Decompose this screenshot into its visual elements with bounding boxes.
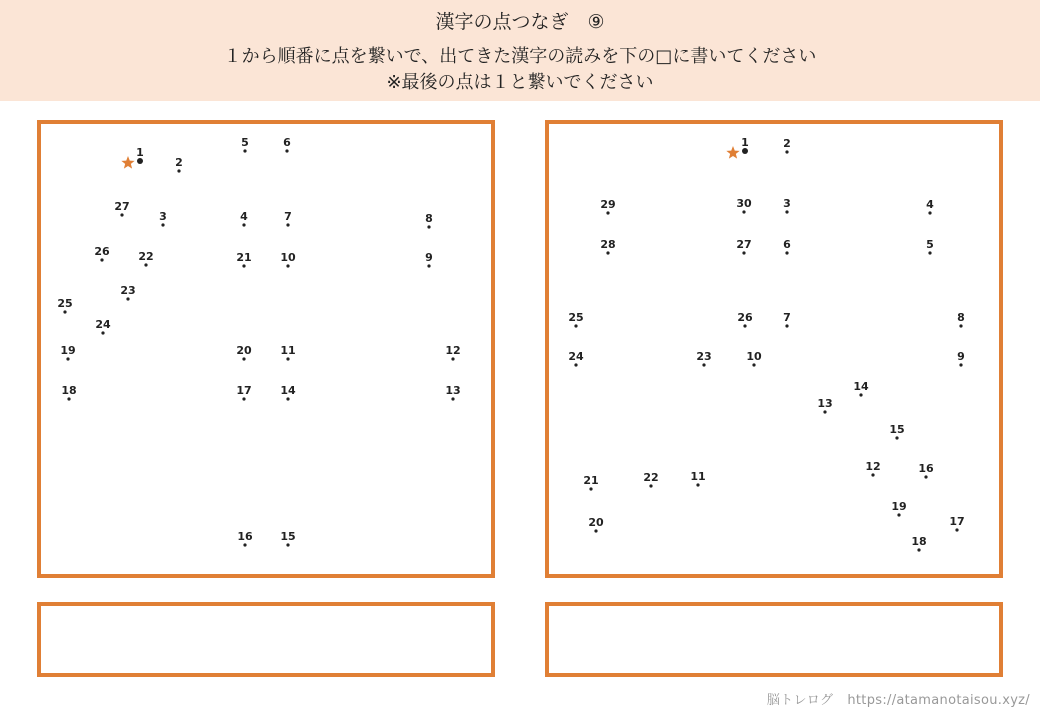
- dot-24: [574, 363, 577, 366]
- dot-label-16: 16: [237, 530, 253, 543]
- dot-15: [286, 543, 289, 546]
- dot-label-23: 23: [696, 350, 712, 363]
- star-icon: [121, 156, 134, 169]
- dot-label-6: 6: [783, 238, 791, 251]
- dot-label-7: 7: [284, 210, 292, 223]
- dot-label-2: 2: [783, 137, 791, 150]
- dot-11: [696, 483, 699, 486]
- dot-8: [427, 225, 430, 228]
- dot-label-4: 4: [926, 198, 934, 211]
- dot-label-6: 6: [283, 136, 291, 149]
- dot-label-4: 4: [240, 210, 248, 223]
- dot-12: [871, 473, 874, 476]
- dot-label-27: 27: [114, 200, 130, 213]
- dot-label-30: 30: [736, 197, 752, 210]
- dot-12: [451, 357, 454, 360]
- dot-label-5: 5: [241, 136, 249, 149]
- instruction-text: １から順番に点を繋いで、出てきた漢字の読みを下の□に書いてください: [223, 46, 817, 67]
- dot-22: [144, 263, 147, 266]
- dot-label-3: 3: [159, 210, 167, 223]
- dot-11: [286, 357, 289, 360]
- dot-label-2: 2: [175, 156, 183, 169]
- dot-label-13: 13: [817, 397, 833, 410]
- dot-24: [101, 331, 104, 334]
- page-title: 漢字の点つなぎ ⑨: [435, 11, 605, 33]
- dot-label-12: 12: [445, 344, 461, 357]
- dot-label-19: 19: [60, 344, 76, 357]
- dot-label-18: 18: [911, 535, 927, 548]
- dot-label-9: 9: [957, 350, 965, 363]
- dot-label-13: 13: [445, 384, 461, 397]
- footer-brand: 脳トレログ: [766, 693, 834, 708]
- dot-10: [752, 363, 755, 366]
- dot-10: [286, 264, 289, 267]
- dot-29: [606, 211, 609, 214]
- dot-4: [928, 211, 931, 214]
- dot-27: [120, 213, 123, 216]
- dot-label-17: 17: [236, 384, 252, 397]
- dot-22: [649, 484, 652, 487]
- dot-15: [895, 436, 898, 439]
- dot-30: [742, 210, 745, 213]
- dot-label-15: 15: [280, 530, 296, 543]
- dot-9: [427, 264, 430, 267]
- dot-label-14: 14: [853, 380, 869, 393]
- dot-label-20: 20: [236, 344, 252, 357]
- dot-label-12: 12: [865, 460, 881, 473]
- dot-label-11: 11: [280, 344, 296, 357]
- dot-label-1: 1: [741, 136, 749, 149]
- dot-6: [785, 251, 788, 254]
- dot-7: [785, 324, 788, 327]
- dot-14: [859, 393, 862, 396]
- dot-label-24: 24: [95, 318, 111, 331]
- dot-label-21: 21: [236, 251, 252, 264]
- dot-label-23: 23: [120, 284, 136, 297]
- dot-18: [67, 397, 70, 400]
- dot-23: [126, 297, 129, 300]
- dot-label-3: 3: [783, 197, 791, 210]
- dot-2: [785, 150, 788, 153]
- dot-20: [594, 529, 597, 532]
- dot-label-28: 28: [600, 238, 616, 251]
- dot-label-5: 5: [926, 238, 934, 251]
- dot-8: [959, 324, 962, 327]
- dot-6: [285, 149, 288, 152]
- dot-25: [63, 310, 66, 313]
- dot-label-22: 22: [643, 471, 659, 484]
- dot-20: [242, 357, 245, 360]
- dot-23: [702, 363, 705, 366]
- dot-label-22: 22: [138, 250, 154, 263]
- instruction-note: ※最後の点は１と繋いでください: [386, 72, 654, 93]
- dot-3: [785, 210, 788, 213]
- dot-25: [574, 324, 577, 327]
- dot-2: [177, 169, 180, 172]
- dot-21: [589, 487, 592, 490]
- dot-26: [100, 258, 103, 261]
- dot-label-10: 10: [280, 251, 296, 264]
- dot-21: [242, 264, 245, 267]
- dot-17: [955, 528, 958, 531]
- footer: [767, 689, 1030, 708]
- dot-14: [286, 397, 289, 400]
- dot-label-21: 21: [583, 474, 599, 487]
- dot-label-24: 24: [568, 350, 584, 363]
- dot-label-25: 25: [57, 297, 73, 310]
- dot-13: [451, 397, 454, 400]
- dot-label-25: 25: [568, 311, 584, 324]
- dot-16: [924, 475, 927, 478]
- dot-label-11: 11: [690, 470, 706, 483]
- dot-label-1: 1: [136, 146, 144, 159]
- dot-26: [743, 324, 746, 327]
- dot-28: [606, 251, 609, 254]
- dot-label-10: 10: [746, 350, 762, 363]
- dot-5: [243, 149, 246, 152]
- puzzle-1: [57, 136, 460, 547]
- dot-18: [917, 548, 920, 551]
- footer-url[interactable]: https://atamanotaisou.xyz/: [847, 693, 1030, 708]
- dot-label-27: 27: [736, 238, 752, 251]
- dot-17: [242, 397, 245, 400]
- dot-label-29: 29: [600, 198, 616, 211]
- dot-label-7: 7: [783, 311, 791, 324]
- dot-label-18: 18: [61, 384, 77, 397]
- dot-16: [243, 543, 246, 546]
- puzzle-2: [568, 136, 964, 552]
- dot-3: [161, 223, 164, 226]
- star-icon: [726, 146, 739, 159]
- dot-label-15: 15: [889, 423, 905, 436]
- dot-4: [242, 223, 245, 226]
- dot-label-17: 17: [949, 515, 965, 528]
- dot-label-14: 14: [280, 384, 296, 397]
- dot-label-26: 26: [737, 311, 753, 324]
- dot-5: [928, 251, 931, 254]
- dot-label-26: 26: [94, 245, 110, 258]
- dot-13: [823, 410, 826, 413]
- dot-19: [897, 513, 900, 516]
- dot-7: [286, 223, 289, 226]
- dot-label-19: 19: [891, 500, 907, 513]
- dot-label-9: 9: [425, 251, 433, 264]
- dot-9: [959, 363, 962, 366]
- dot-label-16: 16: [918, 462, 934, 475]
- dot-19: [66, 357, 69, 360]
- dot-label-8: 8: [425, 212, 433, 225]
- dot-27: [742, 251, 745, 254]
- dot-label-8: 8: [957, 311, 965, 324]
- dot-label-20: 20: [588, 516, 604, 529]
